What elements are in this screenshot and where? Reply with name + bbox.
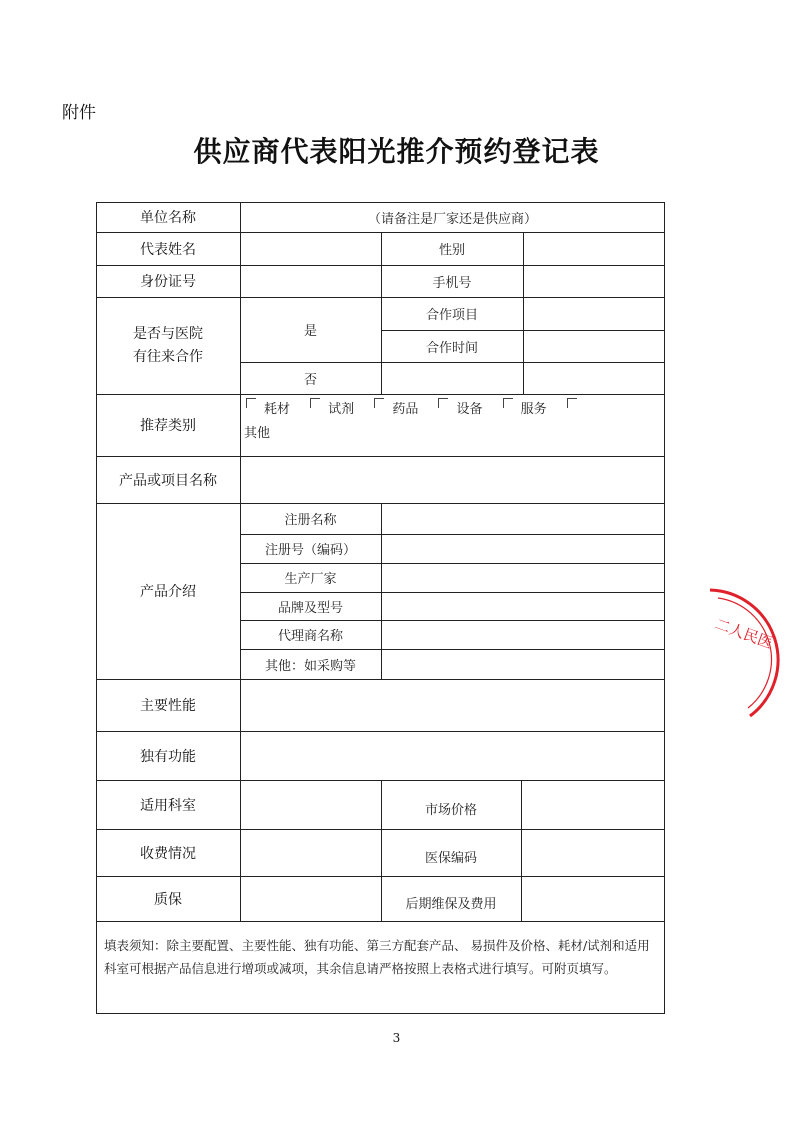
cooperation-project-field[interactable] <box>523 297 665 330</box>
cooperation-project-label: 合作项目 <box>425 308 478 323</box>
intro-field-value[interactable] <box>381 534 665 563</box>
checkbox-icon[interactable] <box>374 398 384 408</box>
intro-field-value[interactable] <box>381 563 665 592</box>
warranty-label: 质保 <box>154 891 182 908</box>
performance-label: 主要性能 <box>140 698 196 714</box>
intro-field-label: 品牌及型号 <box>277 600 343 616</box>
unit-name-field[interactable]: （请备注是厂家还是供应商） <box>367 211 537 227</box>
category-option[interactable]: 设备 <box>456 402 483 418</box>
charge-field[interactable] <box>240 829 381 876</box>
gender-field[interactable] <box>523 232 665 265</box>
intro-field-label: 其他：如采购等 <box>264 658 356 674</box>
insurance-code-field[interactable] <box>521 829 665 876</box>
maintenance-field[interactable] <box>521 876 665 921</box>
cooperation-label <box>96 297 240 394</box>
checkbox-icon[interactable] <box>567 398 577 408</box>
rep-name-field[interactable] <box>240 232 381 265</box>
intro-field-label: 生产厂家 <box>284 572 337 587</box>
category-option[interactable]: 耗材 <box>264 402 291 418</box>
cooperation-label-line1: 是否与医院 <box>133 325 203 342</box>
unit-name-label: 单位名称 <box>140 210 196 226</box>
id-number-label: 身份证号 <box>140 274 196 290</box>
charge-label: 收费情况 <box>140 845 196 862</box>
id-number-field[interactable] <box>240 265 381 297</box>
intro-field-value[interactable] <box>381 503 665 534</box>
intro-field-label: 注册名称 <box>284 513 337 528</box>
gender-label: 性别 <box>438 243 465 258</box>
category-option[interactable]: 药品 <box>392 402 419 418</box>
phone-label: 手机号 <box>432 275 472 291</box>
warranty-field[interactable] <box>240 876 381 921</box>
page-title: 供应商代表阳光推介预约登记表 <box>193 135 600 168</box>
cooperation-time-field[interactable] <box>523 330 665 362</box>
form-notes: 填表须知：除主要配置、主要性能、独有功能、第三方配套产品、 易损件及价格、耗材/试剂和适用科室可根据产品信息进行增项或减项，其余信息请严格按照上表格式进行填写。可附页填写。 <box>104 938 650 976</box>
attachment-label: 附件 <box>62 103 96 123</box>
unique-function-field[interactable] <box>240 731 665 780</box>
cooperation-time-label: 合作时间 <box>425 340 478 356</box>
product-intro-label: 产品介绍 <box>140 584 196 600</box>
department-field[interactable] <box>240 780 381 829</box>
cooperation-no-option[interactable]: 否 <box>303 372 317 388</box>
checkbox-icon[interactable] <box>438 398 448 408</box>
intro-field-value[interactable] <box>381 620 665 649</box>
checkbox-icon[interactable] <box>310 398 320 408</box>
category-option[interactable]: 其他 <box>244 426 271 442</box>
checkbox-icon[interactable] <box>503 398 513 408</box>
hospital-stamp <box>690 578 793 728</box>
category-label: 推荐类别 <box>140 418 196 434</box>
product-name-field[interactable] <box>240 456 665 503</box>
page-number: 3 <box>392 1031 401 1045</box>
maintenance-label: 后期维保及费用 <box>405 897 497 912</box>
cooperation-yes-option[interactable]: 是 <box>303 324 317 339</box>
category-options <box>244 398 660 446</box>
phone-field[interactable] <box>523 265 665 297</box>
department-label: 适用科室 <box>140 797 196 814</box>
intro-field-label: 代理商名称 <box>277 629 343 644</box>
intro-field-value[interactable] <box>381 649 665 679</box>
market-price-label: 市场价格 <box>424 803 477 818</box>
product-name-label: 产品或项目名称 <box>119 472 217 489</box>
checkbox-icon[interactable] <box>246 398 256 408</box>
category-option[interactable]: 试剂 <box>328 402 355 418</box>
intro-field-value[interactable] <box>381 592 665 620</box>
performance-field[interactable] <box>240 679 665 731</box>
unique-function-label: 独有功能 <box>140 748 196 765</box>
intro-field-label: 注册号（编码） <box>264 543 356 558</box>
category-option[interactable]: 服务 <box>520 402 547 418</box>
market-price-field[interactable] <box>521 780 665 829</box>
stamp-text: 二人民医 <box>712 614 776 653</box>
insurance-code-label: 医保编码 <box>424 851 477 866</box>
cooperation-label-line2: 有往来合作 <box>133 348 203 365</box>
rep-name-label: 代表姓名 <box>140 241 196 258</box>
